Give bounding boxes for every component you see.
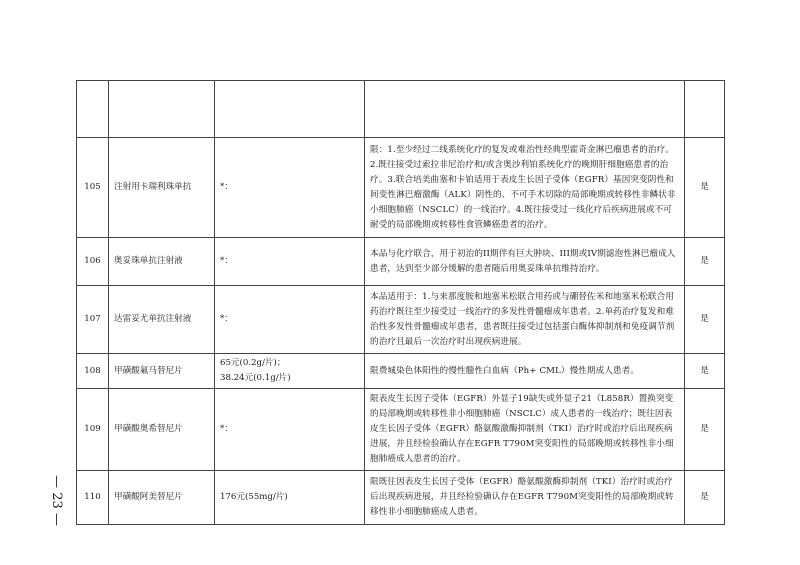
drug-name [109, 81, 215, 138]
drug-price [215, 81, 365, 138]
drug-restriction: 限费城染色体阳性的慢性髓性白血病（Ph+ CML）慢性期成人患者。 [365, 354, 685, 389]
table-row [77, 354, 725, 389]
drug-flag: 是 [685, 286, 725, 354]
drug-name: 达雷妥尤单抗注射液 [109, 286, 215, 354]
drug-name: 注射用卡瑞利珠单抗 [109, 138, 215, 238]
table-row [77, 238, 725, 286]
drug-restriction: 本品与化疗联合，用于初治的II期伴有巨大肿块、III期或IV期滤泡性淋巴瘤成人患者，达到至少部分缓解的患者随后用奥妥珠单抗维持治疗。 [365, 238, 685, 286]
drug-restriction: 限：1.至少经过二线系统化疗的复发或难治性经典型霍奇金淋巴瘤患者的治疗。2.既往接受过索拉非尼治疗和/或含奥沙利铂系统化疗的晚期肝细胞癌患者的治疗。3.联合培美曲塞和卡铂适用于表皮生长因子受体（EGFR）基因突变阴性和间变性淋巴瘤激酶（ALK）阴性的、不可手术切除的局部晚期或转移性非鳞状非小细胞肺癌（NSCLC）的一线治疗。4.既往接受过一线化疗后疾病进展或不可耐受的局部晚期或转移性食管鳞癌患者的治疗。 [365, 138, 685, 238]
drug-price: 176元(55mg/片) [215, 471, 365, 525]
drug-flag: 是 [685, 238, 725, 286]
drug-list-table [76, 80, 725, 525]
row-number: 108 [77, 354, 109, 389]
table-row [77, 286, 725, 354]
table-row-continued [77, 81, 725, 138]
drug-price: *： [215, 138, 365, 238]
drug-restriction [365, 81, 685, 138]
drug-price: 65元(0.2g/片)； 38.24元(0.1g/片) [215, 354, 365, 389]
drug-price: *： [215, 286, 365, 354]
row-number: 110 [77, 471, 109, 525]
table-row [77, 138, 725, 238]
drug-flag: 是 [685, 471, 725, 525]
drug-restriction: 限表皮生长因子受体（EGFR）外显子19缺失或外显子21（L858R）置换突变的局部晚期或转移性非小细胞肺癌（NSCLC）成人患者的一线治疗；既往因表皮生长因子受体（EGFR）酪氨酸激酶抑制剂（TKI）治疗时或治疗后出现疾病进展，并且经检验确认存在EGFR T790M突变阳性的局部晚期或转移性非小细胞肺癌成人患者的治疗。 [365, 389, 685, 471]
table-row [77, 389, 725, 471]
drug-name: 甲磺酸阿美替尼片 [109, 471, 215, 525]
drug-name: 甲磺酸奥希替尼片 [109, 389, 215, 471]
drug-flag: 是 [685, 354, 725, 389]
drug-flag: 是 [685, 138, 725, 238]
drug-price: *： [215, 238, 365, 286]
drug-price: *： [215, 389, 365, 471]
row-number: 109 [77, 389, 109, 471]
drug-name: 甲磺酸氟马替尼片 [109, 354, 215, 389]
row-number: 105 [77, 138, 109, 238]
drug-flag: 是 [685, 389, 725, 471]
drug-restriction: 限既往因表皮生长因子受体（EGFR）酪氨酸激酶抑制剂（TKI）治疗时或治疗后出现疾病进展，并且经检验确认存在EGFR T790M突变阳性的局部晚期或转移性非小细胞肺癌成人患者。 [365, 471, 685, 525]
drug-flag [685, 81, 725, 138]
drug-name: 奥妥珠单抗注射液 [109, 238, 215, 286]
row-number: 106 [77, 238, 109, 286]
drug-restriction: 本品适用于：1.与来那度胺和地塞米松联合用药或与硼替佐米和地塞米松联合用药治疗既往至少接受过一线治疗的多发性骨髓瘤成年患者。2.单药治疗复发和难治性多发性骨髓瘤成年患者，患者既往接受过包括蛋白酶体抑制剂和免疫调节剂的治疗且最后一次治疗时出现疾病进展。 [365, 286, 685, 354]
row-number [77, 81, 109, 138]
page-number-text: — 23 — [48, 474, 64, 526]
page-number [46, 460, 66, 540]
row-number: 107 [77, 286, 109, 354]
table-row [77, 471, 725, 525]
